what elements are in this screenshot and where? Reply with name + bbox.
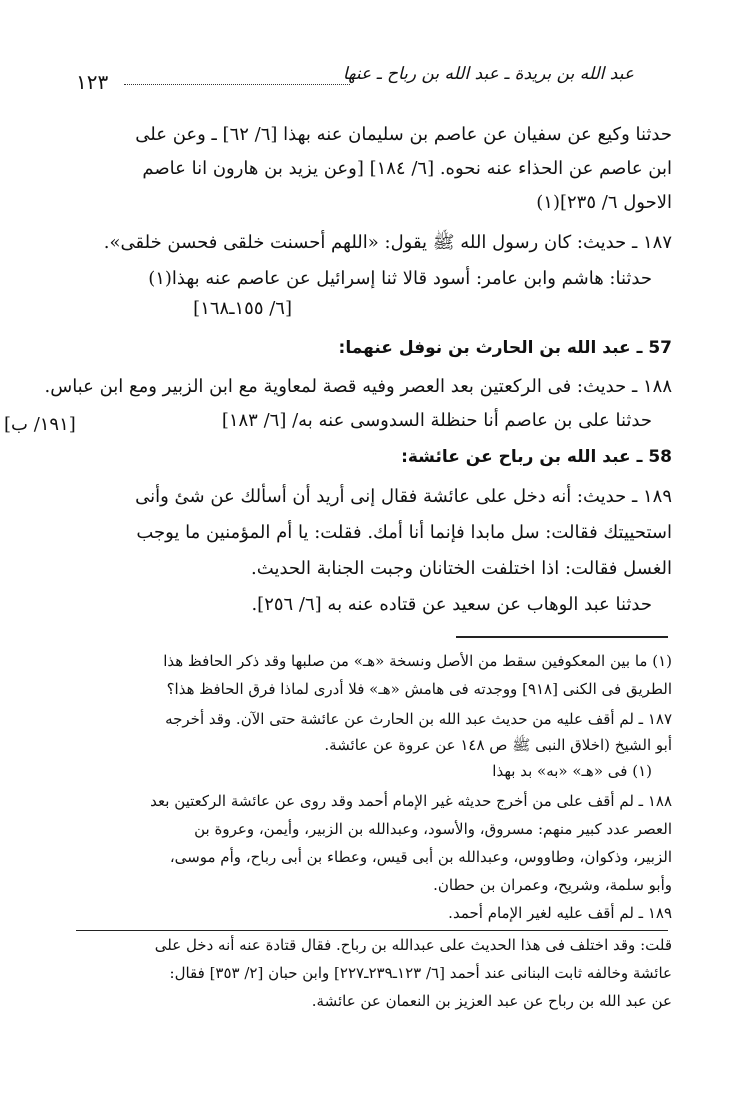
footnote-line: عائشة وخالفه ثابت البنانى عند أحمد [٦/ ١٢٣ـ٢٣٩ـ٢٢٧] وابن حبان [٢/ ٣٥٣] فقال:	[169, 964, 672, 982]
footnote-line: الطريق فى الكنى [٩١٨] ووجدته فى هامش «هـ» فلا أدرى لماذا فرق الحافظ هذا؟	[166, 680, 672, 698]
footnote-divider	[76, 930, 668, 931]
footnote-line: عن عبد الله بن رباح عن عبد العزيز بن النعمان عن عائشة.	[311, 992, 672, 1010]
footnote-line: قلت: وقد اختلف فى هذا الحديث على عبدالله بن رباح. فقال قتادة عنه أنه دخل على	[154, 936, 672, 954]
footnote-line: ١٨٩ ـ لم أقف عليه لغير الإمام أحمد.	[448, 904, 672, 922]
page-number: ١٢٣	[76, 70, 109, 94]
text-line: الغسل فقالت: اذا اختلفت الختانان وجبت الجنابة الحديث.	[251, 558, 672, 579]
hadith-187: ١٨٧ ـ حديث: كان رسول الله ﷺ يقول: «اللهم أحسنت خلقى فحسن خلقى».	[103, 232, 672, 253]
footnote-line: (١) فى «هـ» «به» بد بهذا	[492, 762, 652, 780]
running-title: عبد الله بن بريدة ـ عبد الله بن رباح ـ عنها	[342, 64, 634, 84]
footnote-separator	[456, 636, 668, 638]
text-line: حدثنا: هاشم وابن عامر: أسود قالا ثنا إسرائيل عن عاصم عنه بهذا(١)	[148, 268, 652, 289]
hadith-188: ١٨٨ ـ حديث: فى الركعتين بعد العصر وفيه قصة لمعاوية مع ابن الزبير ومع ابن عباس.	[44, 376, 672, 397]
section-heading-57: 57 ـ عبد الله بن الحارث بن نوفل عنهما:	[338, 338, 672, 358]
footnote-line: وأبو سلمة، وشريح، وعمران بن حطان.	[433, 876, 672, 894]
text-line: ابن عاصم عن الحذاء عنه نحوه. [٦/ ١٨٤] [وعن يزيد بن هارون انا عاصم	[142, 158, 672, 179]
text-line: حدثنا وكيع عن سفيان عن عاصم بن سليمان عنه بهذا [٦/ ٦٢] ـ وعن على	[135, 124, 672, 145]
footnote-line: الزبير، وذكوان، وطاووس، وعبدالله بن أبى قيس، وعطاء بن أبى رباح، وأم موسى،	[169, 848, 672, 866]
text-line: حدثنا عبد الوهاب عن سعيد عن قتاده عنه به [٦/ ٢٥٦].	[251, 594, 652, 615]
text-line: حدثنا على بن عاصم أنا حنظلة السدوسى عنه به/ [٦/ ١٨٣]	[221, 410, 652, 431]
footnote-line: أبو الشيخ (اخلاق النبى ﷺ ص ١٤٨ عن عروة عن عائشة.	[324, 736, 672, 754]
footnote-line: (١) ما بين المعكوفين سقط من الأصل ونسخة «هـ» من صلبها وقد ذكر الحافظ هذا	[163, 652, 672, 670]
text-line: [٦/ ١٥٥ـ١٦٨]	[193, 298, 292, 319]
text-line: استحييتك فقالت: سل مابدا فإنما أنا أمك. فقلت: يا أم المؤمنين ما يوجب	[136, 522, 672, 543]
text-line: الاحول ٦/ ٢٣٥](١)	[536, 192, 672, 213]
hadith-189: ١٨٩ ـ حديث: أنه دخل على عائشة فقال إنى أريد أن أسألك عن شئ وأنى	[135, 486, 672, 507]
footnote-line: ١٨٨ ـ لم أقف على من أخرج حديثه غير الإمام أحمد وقد روى عن عائشة الركعتين بعد	[150, 792, 672, 810]
header-dotted-leader	[124, 84, 350, 85]
margin-reference: [١٩١/ ب]	[4, 414, 76, 435]
footnote-line: العصر عدد كبير منهم: مسروق، والأسود، وعبدالله بن الزبير، وأيمن، وعروة بن	[194, 820, 672, 838]
footnote-line: ١٨٧ ـ لم أقف عليه من حديث عبد الله بن الحارث عن عائشة حتى الآن. وقد أخرجه	[165, 710, 672, 728]
section-heading-58: 58 ـ عبد الله بن رباح عن عائشة:	[401, 447, 672, 467]
